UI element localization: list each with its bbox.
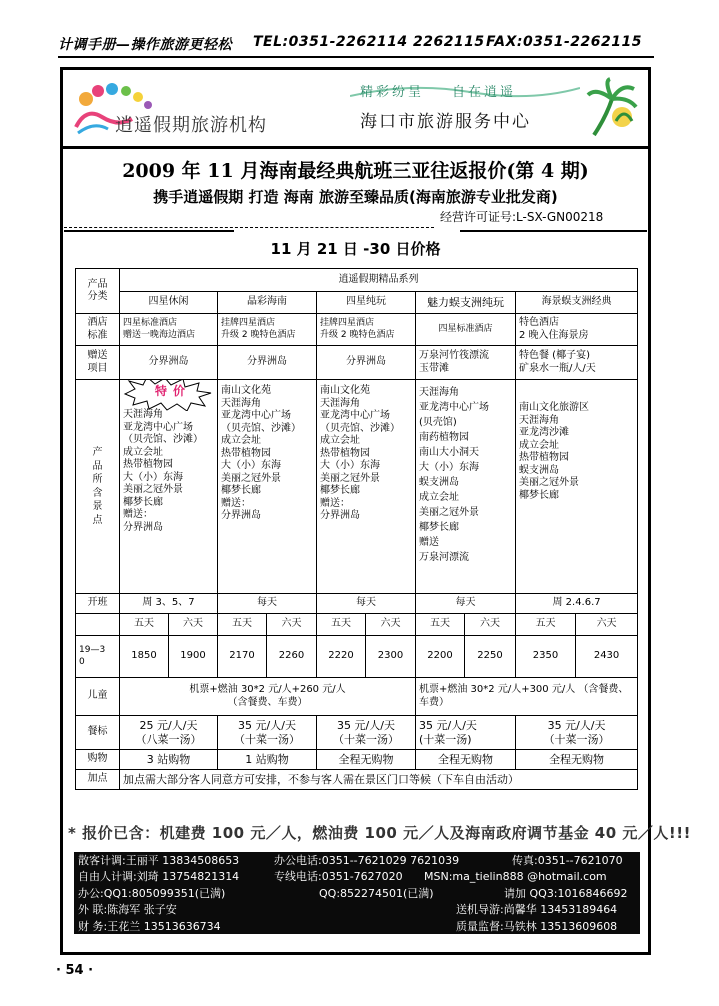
gift-item: 分界洲岛 bbox=[120, 346, 218, 380]
label-extra: 加点 bbox=[76, 770, 120, 790]
price: 2300 bbox=[366, 636, 416, 678]
page-subtitle: 携手逍遥假期 打造 海南 旅游至臻品质(海南旅游专业批发商) bbox=[153, 188, 558, 206]
contact-item: 专线电话:0351-7627020 bbox=[274, 870, 403, 884]
top-rule bbox=[58, 56, 654, 58]
site-item: 成立会址 bbox=[419, 492, 459, 503]
contact-item: 办公电话:0351--7621029 7621039 bbox=[274, 854, 460, 867]
label-sites: 产 品 所 含 景 点 bbox=[76, 380, 120, 594]
price: 2200 bbox=[416, 636, 465, 678]
contact-item: 财 务:王花兰 13513636734 bbox=[78, 919, 221, 933]
price: 2260 bbox=[267, 636, 317, 678]
sites-col-3 bbox=[317, 380, 416, 594]
price: 2220 bbox=[317, 636, 366, 678]
duration: 六天 bbox=[267, 614, 317, 636]
sites-col-5 bbox=[516, 380, 638, 594]
duration: 六天 bbox=[465, 614, 516, 636]
center-name: 海口市旅游服务中心 bbox=[360, 112, 531, 132]
site-item: 赠送： bbox=[320, 497, 350, 509]
special-price-label: 特价 bbox=[155, 384, 192, 398]
hotel-standard: 特色酒店 2 晚入住海景房 bbox=[516, 314, 638, 346]
meal-standard: 35 元/人/天 (十菜一汤) bbox=[416, 716, 516, 750]
hotel-standard: 四星标准酒店 bbox=[416, 314, 516, 346]
site-item: (贝壳馆) bbox=[419, 417, 457, 428]
date-range: 11 月 21 日 -30 日价格 bbox=[270, 240, 441, 258]
duration: 五天 bbox=[516, 614, 576, 636]
special-badge bbox=[123, 381, 214, 409]
schedule: 周 2.4.6.7 bbox=[516, 594, 638, 614]
site-item: 大（小）东海 bbox=[320, 460, 380, 471]
shopping: 1 站购物 bbox=[218, 750, 317, 770]
contact-item: 自由人计调:刘琦 13754821314 bbox=[78, 870, 240, 884]
site-item: 蜈支洲岛 bbox=[419, 477, 459, 488]
schedule: 每天 bbox=[218, 594, 317, 614]
site-item: 天涯海角 bbox=[221, 397, 261, 409]
label-date: 19—3 0 bbox=[76, 636, 120, 678]
site-item: 美丽之冠外景 bbox=[519, 477, 579, 488]
site-item: 赠送 bbox=[419, 537, 439, 548]
contact-item: 办公:QQ1:805099351(已满) bbox=[78, 886, 226, 900]
contact-box bbox=[74, 852, 640, 934]
top-header bbox=[58, 34, 654, 54]
price: 2170 bbox=[218, 636, 267, 678]
shopping: 全程无购物 bbox=[516, 750, 638, 770]
header-tel: TEL:0351-2262114 2262115 bbox=[253, 34, 485, 50]
hotel-standard: 挂牌四星酒店 升级 2 晚特色酒店 bbox=[218, 314, 317, 346]
extra-note: 加点需大部分客人同意方可安排，不参与客人需在景区门口等候（下车自由活动） bbox=[120, 770, 638, 790]
contact-item: 请加 QQ3:1016846692 bbox=[504, 886, 628, 900]
gift-item: 分界洲岛 bbox=[317, 346, 416, 380]
duration: 五天 bbox=[317, 614, 366, 636]
contact-item: 外 联:陈海军 张子安 bbox=[78, 903, 177, 917]
site-item: （贝壳馆、沙滩） bbox=[123, 434, 203, 445]
site-item: 椰梦长廊 bbox=[320, 485, 360, 496]
label-child: 儿童 bbox=[76, 678, 120, 716]
site-item: 南药植物园 bbox=[419, 432, 469, 443]
product-name: 海景蜈支洲经典 bbox=[516, 292, 638, 314]
site-item: 大（小）东海 bbox=[419, 462, 479, 473]
page-number: · 54 · bbox=[56, 963, 94, 978]
header-slogan: 计调手册—操作旅游更轻松 bbox=[58, 37, 232, 53]
site-item: 热带植物园 bbox=[320, 447, 370, 459]
site-item: 南山文化苑 bbox=[320, 385, 370, 396]
label-meal: 餐标 bbox=[76, 716, 120, 750]
sites-col-2 bbox=[218, 380, 317, 594]
duration: 六天 bbox=[366, 614, 416, 636]
site-item: （贝壳馆、沙滩） bbox=[320, 422, 400, 434]
site-item: 大（小）东海 bbox=[123, 471, 183, 483]
site-item: 热带植物园 bbox=[519, 452, 569, 463]
header-rule bbox=[62, 146, 649, 149]
price: 1850 bbox=[120, 636, 169, 678]
product-name: 晶彩海南 bbox=[218, 292, 317, 314]
site-item: 蜈支洲岛 bbox=[519, 464, 559, 476]
site-list bbox=[123, 409, 214, 534]
site-item: 成立会址 bbox=[519, 439, 559, 451]
shopping: 全程无购物 bbox=[317, 750, 416, 770]
site-item: 天涯海角 bbox=[123, 409, 163, 420]
sites-col-4 bbox=[416, 380, 516, 594]
site-item: 成立会址 bbox=[123, 446, 163, 458]
site-item: 天涯海角 bbox=[519, 414, 559, 426]
site-item: 南山文化苑 bbox=[221, 385, 271, 396]
site-item: 椰梦长廊 bbox=[519, 489, 559, 501]
date-rule-left bbox=[64, 230, 234, 232]
price: 2250 bbox=[465, 636, 516, 678]
site-item: 亚龙湾中心广场 bbox=[221, 410, 291, 421]
site-item: 分界洲岛 bbox=[221, 510, 261, 521]
price: 1900 bbox=[169, 636, 218, 678]
site-item: 热带植物园 bbox=[221, 447, 271, 459]
site-item: 南山文化旅游区 bbox=[519, 402, 589, 413]
slogan-1: 精彩纷呈 bbox=[360, 85, 425, 100]
product-name: 魅力蜈支洲纯玩 bbox=[416, 292, 516, 314]
price: 2430 bbox=[576, 636, 638, 678]
site-item: 赠送： bbox=[221, 497, 251, 509]
duration: 五天 bbox=[120, 614, 169, 636]
site-item: 美丽之冠外景 bbox=[419, 507, 479, 518]
child-price-1: 机票+燃油 30*2 元/人+260 元/人 （含餐费、车费） bbox=[120, 678, 416, 716]
meal-standard: 35 元/人/天 （十菜一汤） bbox=[516, 716, 638, 750]
contact-item: 散客计调:王丽平 13834508653 bbox=[78, 854, 240, 867]
product-name: 四星休闲 bbox=[120, 292, 218, 314]
site-item: 天涯海角 bbox=[320, 397, 360, 409]
brand-slogan bbox=[360, 81, 516, 100]
date-rule-right bbox=[460, 230, 647, 232]
contact-item: 传真:0351--7621070 bbox=[512, 854, 623, 867]
site-item: （贝壳馆、沙滩） bbox=[221, 422, 301, 434]
meal-standard: 35 元/人/天 （十菜一汤） bbox=[218, 716, 317, 750]
price-table bbox=[75, 268, 638, 790]
label-shopping: 购物 bbox=[76, 750, 120, 770]
gift-item: 特色餐 (椰子宴) 矿泉水一瓶/人/天 bbox=[516, 346, 638, 380]
label-product: 产品 分类 bbox=[76, 269, 120, 314]
site-item: 椰梦长廊 bbox=[123, 496, 163, 508]
meal-standard: 35 元/人/天 （十菜一汤） bbox=[317, 716, 416, 750]
slogan-2: 自在逍遥 bbox=[452, 85, 517, 100]
dashed-divider bbox=[64, 227, 434, 228]
palm-icon bbox=[582, 77, 640, 139]
price: 2350 bbox=[516, 636, 576, 678]
schedule: 每天 bbox=[317, 594, 416, 614]
child-price-2: 机票+燃油 30*2 元/人+300 元/人 （含餐费、车费） bbox=[416, 678, 638, 716]
contact-item: 质量监督:马铁林 13513609608 bbox=[456, 919, 618, 933]
site-item: 美丽之冠外景 bbox=[123, 484, 183, 495]
label-hotel: 酒店 标准 bbox=[76, 314, 120, 346]
meal-standard: 25 元/人/天 （八菜一汤） bbox=[120, 716, 218, 750]
hotel-standard: 四星标准酒店 赠送一晚海边酒店 bbox=[120, 314, 218, 346]
site-item: 热带植物园 bbox=[123, 459, 173, 470]
sites-col-1 bbox=[120, 380, 218, 594]
contact-item: 送机导游:尚馨华 13453189464 bbox=[456, 903, 618, 917]
label-schedule: 开班 bbox=[76, 594, 120, 614]
site-item: 美丽之冠外景 bbox=[221, 472, 281, 484]
site-item: 亚龙湾沙滩 bbox=[519, 427, 569, 438]
site-item: 椰梦长廊 bbox=[419, 522, 459, 533]
gift-item: 万泉河竹筏漂流 玉带滩 bbox=[416, 346, 516, 380]
page-title: 2009 年 11 月海南最经典航班三亚往返报价(第 4 期) bbox=[122, 160, 589, 182]
site-item: 成立会址 bbox=[320, 435, 360, 446]
product-name: 四星纯玩 bbox=[317, 292, 416, 314]
duration: 五天 bbox=[218, 614, 267, 636]
site-item: 椰梦长廊 bbox=[221, 485, 261, 496]
duration: 六天 bbox=[169, 614, 218, 636]
shopping: 全程无购物 bbox=[416, 750, 516, 770]
license-number: 经营许可证号:L-SX-GN00218 bbox=[440, 210, 604, 224]
contact-item: QQ:852274501(已满) bbox=[319, 886, 434, 900]
logo-text: 逍遥假期旅游机构 bbox=[115, 115, 267, 136]
schedule: 周 3、5、7 bbox=[120, 594, 218, 614]
site-item: 亚龙湾中心广场 bbox=[320, 410, 390, 421]
shopping: 3 站购物 bbox=[120, 750, 218, 770]
contact-item: MSN:ma_tielin888 @hotmail.com bbox=[424, 870, 607, 884]
site-item: 万泉河漂流 bbox=[419, 552, 469, 563]
site-item: 分界洲岛 bbox=[123, 521, 163, 533]
site-item: 分界洲岛 bbox=[320, 510, 360, 521]
site-item: 美丽之冠外景 bbox=[320, 472, 380, 484]
site-item: 亚龙湾中心广场 bbox=[123, 421, 193, 433]
site-item: 成立会址 bbox=[221, 435, 261, 446]
hotel-standard: 挂牌四星酒店 升级 2 晚特色酒店 bbox=[317, 314, 416, 346]
site-item: 亚龙湾中心广场 bbox=[419, 402, 489, 413]
duration: 六天 bbox=[576, 614, 638, 636]
site-item: 大（小）东海 bbox=[221, 460, 281, 471]
site-item: 赠送： bbox=[123, 509, 153, 520]
series-title: 逍遥假期精品系列 bbox=[120, 269, 638, 292]
label-gift: 赠送 项目 bbox=[76, 346, 120, 380]
header-fax: FAX:0351-2262115 bbox=[486, 34, 642, 50]
site-item: 天涯海角 bbox=[419, 387, 459, 398]
site-item: 南山大小洞天 bbox=[419, 447, 479, 458]
duration-blank bbox=[76, 614, 120, 636]
gift-item: 分界洲岛 bbox=[218, 346, 317, 380]
price-notice: * 报价已含：机建费 100 元／人，燃油费 100 元／人及海南政府调节基金 40 元／人!!! bbox=[68, 824, 691, 842]
duration: 五天 bbox=[416, 614, 465, 636]
schedule: 每天 bbox=[416, 594, 516, 614]
